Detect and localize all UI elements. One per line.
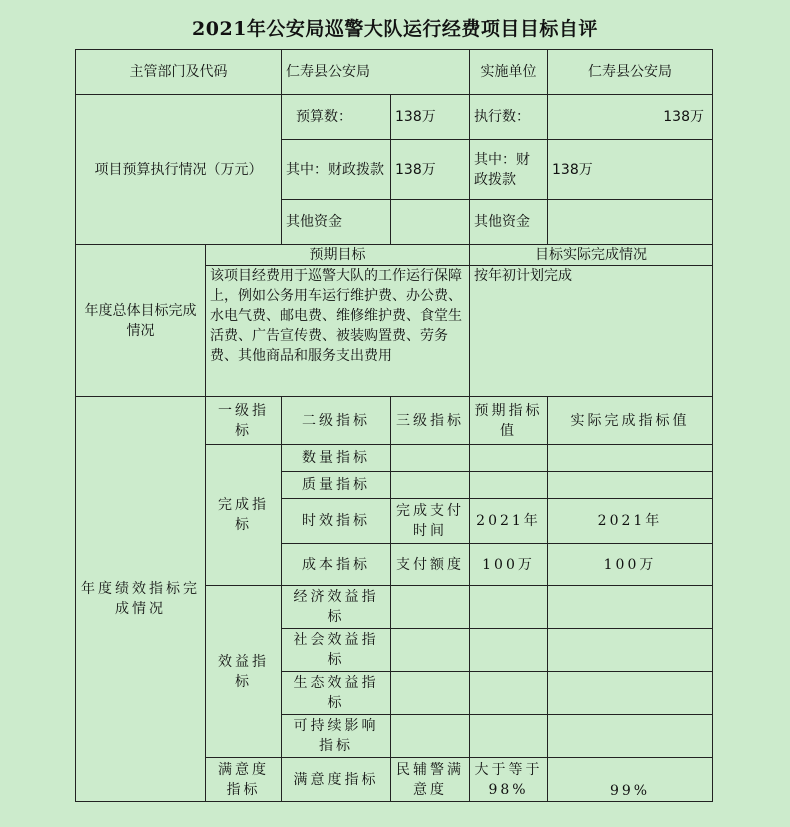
perf-header-expected: 预期指标值	[470, 397, 548, 445]
sustain-l3	[391, 715, 470, 758]
time-l3: 完成支付时间	[391, 499, 470, 544]
complete-indicator-label: 完成指标	[206, 445, 282, 586]
time-indicator: 时效指标	[282, 499, 391, 544]
budget-value: 138万	[391, 95, 470, 140]
economic-l3	[391, 586, 470, 629]
eco-actual	[548, 672, 713, 715]
quality-actual	[548, 472, 713, 499]
eco-indicator: 生态效益指标	[282, 672, 391, 715]
sustain-expected	[470, 715, 548, 758]
quantity-actual	[548, 445, 713, 472]
cost-expected: 100万	[470, 544, 548, 586]
satisfy-actual: 99%	[548, 758, 713, 802]
cost-l3: 支付额度	[391, 544, 470, 586]
quality-l3	[391, 472, 470, 499]
sustain-indicator: 可持续影响指标	[282, 715, 391, 758]
satisfy-l3: 民辅警满意度	[391, 758, 470, 802]
other-value	[391, 200, 470, 245]
social-l3	[391, 629, 470, 672]
budget-label: 预算数：	[282, 95, 391, 140]
social-expected	[470, 629, 548, 672]
goal-section-label: 年度总体目标完成情况	[76, 245, 206, 397]
actual-goal-text: 按年初计划完成	[470, 266, 713, 397]
economic-expected	[470, 586, 548, 629]
perf-header-level1: 一级指标	[206, 397, 282, 445]
actual-goal-header: 目标实际完成情况	[470, 245, 713, 266]
social-actual	[548, 629, 713, 672]
budget-section-label: 项目预算执行情况（万元）	[76, 95, 282, 245]
quality-indicator: 质量指标	[282, 472, 391, 499]
eco-expected	[470, 672, 548, 715]
expected-goal-header: 预期目标	[206, 245, 470, 266]
cost-actual: 100万	[548, 544, 713, 586]
fiscal-value: 138万	[391, 140, 470, 200]
perf-header-level3: 三级指标	[391, 397, 470, 445]
quantity-l3	[391, 445, 470, 472]
other-label-exec: 其他资金	[470, 200, 548, 245]
exec-value: 138万	[548, 95, 713, 140]
eco-l3	[391, 672, 470, 715]
satisfy-expected: 大于等于98%	[470, 758, 548, 802]
social-indicator: 社会效益指标	[282, 629, 391, 672]
cost-indicator: 成本指标	[282, 544, 391, 586]
other-value-exec	[548, 200, 713, 245]
dept-label: 主管部门及代码	[76, 50, 282, 95]
time-actual: 2021年	[548, 499, 713, 544]
page-title: 2021年公安局巡警大队运行经费项目目标自评	[192, 18, 598, 40]
fiscal-label: 其中：财政拨款	[282, 140, 391, 200]
sustain-actual	[548, 715, 713, 758]
impl-label: 实施单位	[470, 50, 548, 95]
benefit-indicator-label: 效益指标	[206, 586, 282, 758]
quality-expected	[470, 472, 548, 499]
perf-section-label: 年度绩效指标完成情况	[76, 397, 206, 802]
perf-header-actual: 实际完成指标值	[548, 397, 713, 445]
self-evaluation-table	[75, 49, 713, 802]
fiscal-value-exec: 138万	[548, 140, 713, 200]
perf-header-level2: 二级指标	[282, 397, 391, 445]
exec-label: 执行数：	[470, 95, 548, 140]
quantity-indicator: 数量指标	[282, 445, 391, 472]
impl-value: 仁寿县公安局	[548, 50, 713, 95]
fiscal-label-exec: 其中：财政拨款	[470, 140, 548, 200]
dept-value: 仁寿县公安局	[282, 50, 470, 95]
quantity-expected	[470, 445, 548, 472]
economic-actual	[548, 586, 713, 629]
other-label: 其他资金	[282, 200, 391, 245]
satisfy-l2: 满意度指标	[282, 758, 391, 802]
expected-goal-text: 该项目经费用于巡警大队的工作运行保障上，例如公务用车运行维护费、办公费、水电气费、邮电费、维修维护费、食堂生活费、广告宣传费、被装购置费、劳务费、其他商品和服务支出费用	[206, 266, 470, 397]
time-expected: 2021年	[470, 499, 548, 544]
satisfy-indicator-label: 满意度指标	[206, 758, 282, 802]
economic-indicator: 经济效益指标	[282, 586, 391, 629]
